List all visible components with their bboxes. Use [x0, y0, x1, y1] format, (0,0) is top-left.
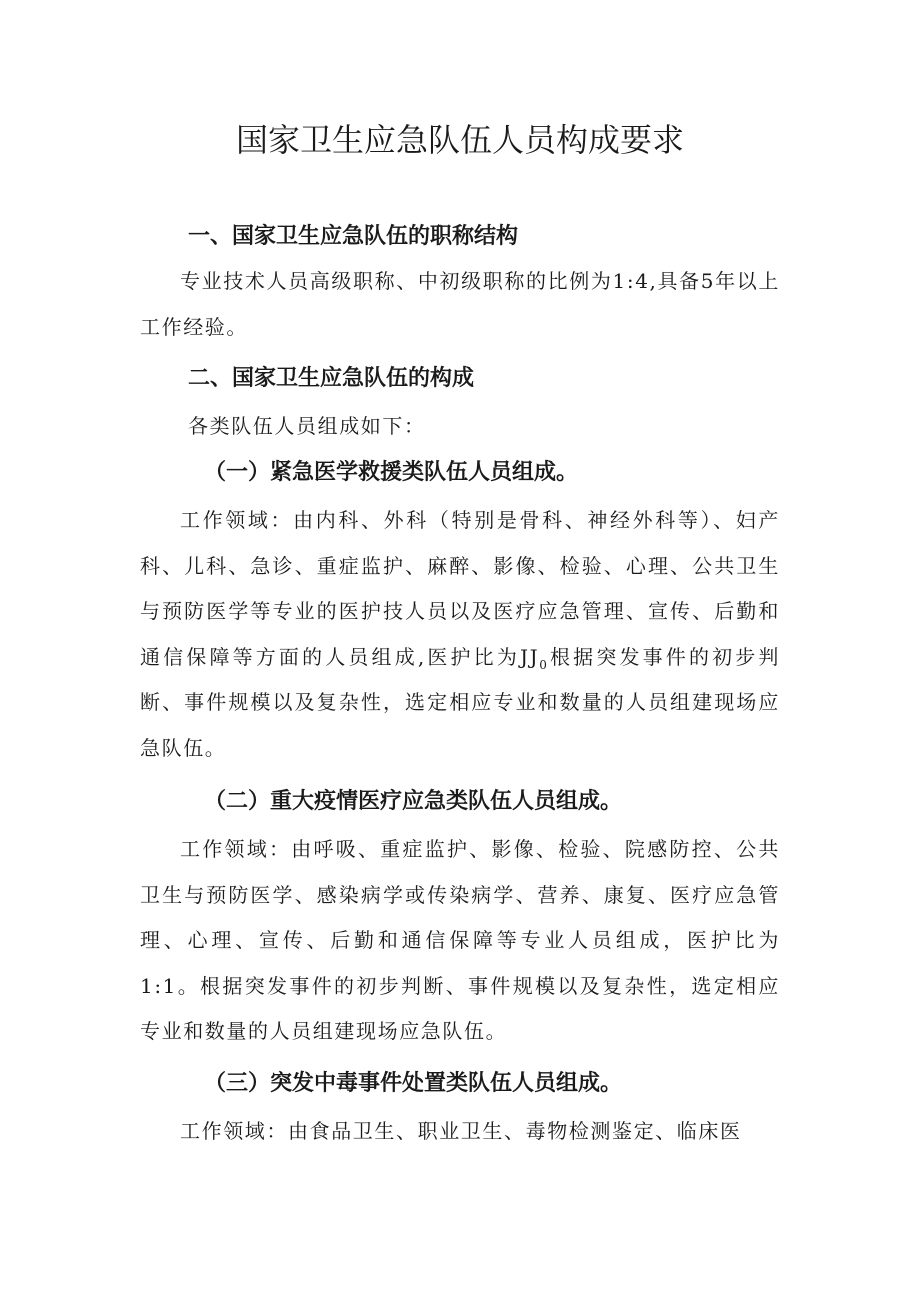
subsection1-text-part1: 工作领域：由内科、外科（特别是骨科、神经外科等）、妇产科、儿科、急诊、重症监护、麻醉、影像、检验、心理、公共卫生与预防医学等专业的医护技人员以及医疗应急管理、宣传、后勤和通信保障等方面的人员组成,医护比为JJ	[140, 508, 780, 669]
section1-text: 专业技术人员高级职称、中初级职称的比例为1:4,具备5年以上工作经验。	[140, 269, 780, 339]
subsection1-text	[140, 498, 780, 772]
subsection3-heading: （三）突发中毒事件处置类队伍人员组成。	[204, 1071, 623, 1096]
subsection1-heading: （一）紧急医学救援类队伍人员组成。	[204, 460, 579, 485]
subsection1-subscript: 0	[539, 657, 549, 672]
subsection2-heading: （二）重大疫情医疗应急类队伍人员组成。	[204, 789, 623, 814]
subsection3-text: 工作领域：由食品卫生、职业卫生、毒物检测鉴定、临床医	[180, 1119, 742, 1143]
subsection2-text: 工作领域：由呼吸、重症监护、影像、检验、院感防控、公共卫生与预防医学、感染病学或传染病学、营养、康复、医疗应急管理、心理、宣传、后勤和通信保障等专业人员组成，医护比为1:1。根据突发事件的初步判断、事件规模以及复杂性，选定相应专业和数量的人员组建现场应急队伍。	[140, 837, 780, 1044]
section2-heading: 二、国家卫生应急队伍的构成	[188, 366, 475, 391]
section2-intro: 各类队伍人员组成如下：	[188, 414, 426, 438]
subsection1-text-part2: 根据突发事件的初步判断、事件规模以及复杂性，选定相应专业和数量的人员组建现场应急队伍。	[140, 644, 781, 760]
section1-heading: 一、国家卫生应急队伍的职称结构	[188, 224, 519, 249]
document-title: 国家卫生应急队伍人员构成要求	[235, 121, 684, 159]
